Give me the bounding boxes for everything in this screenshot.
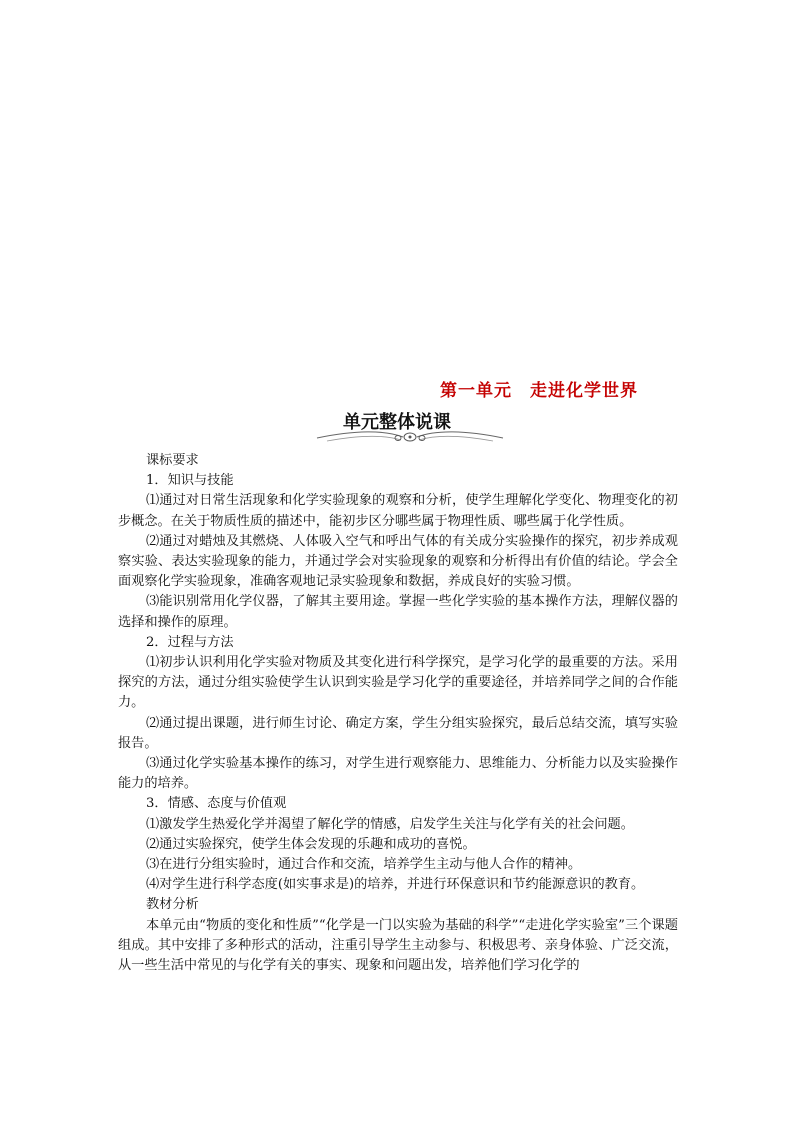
paragraph: ⑵通过提出课题，进行师生讨论、确定方案，学生分组实验探究，最后总结交流，填写实验报告。	[118, 715, 678, 751]
body-text	[118, 451, 678, 976]
paragraph: ⑷对学生进行科学态度(如实事求是)的培养，并进行环保意识和节约能源意识的教育。	[146, 877, 645, 893]
subheading-process-methods: 2．过程与方法	[146, 634, 234, 650]
paragraph: ⑵通过对蜡烛及其燃烧、人体吸入空气和呼出气体的有关成分实验操作的探究，初步养成观察实验、表达实验现象的能力，并通过学会对实验现象的观察和分析得出有价值的结论。学会全面观察化学实验现象，准确客观地记录实验现象和数据，养成良好的实验习惯。	[118, 533, 678, 590]
paragraph: ⑴初步认识利用化学实验对物质及其变化进行科学探究，是学习化学的最重要的方法。采用探究的方法，通过分组实验使学生认识到实验是学习化学的重要途径，并培养同学之间的合作能力。	[118, 655, 678, 711]
decorative-flourish	[315, 428, 505, 446]
paragraph: ⑶在进行分组实验时，通过合作和交流，培养学生主动与他人合作的精神。	[146, 857, 582, 873]
paragraph: ⑴激发学生热爱化学并渴望了解化学的情感，启发学生关注与化学有关的社会问题。	[146, 816, 634, 832]
heading-curriculum-requirements: 课标要求	[146, 453, 199, 468]
paragraph: ⑶通过化学实验基本操作的练习，对学生进行观察能力、思维能力、分析能力以及实验操作能力的培养。	[118, 756, 678, 792]
subheading-emotions-values: 3．情感、态度与价值观	[146, 796, 287, 812]
paragraph: ⑶能识别常用化学仪器，了解其主要用途。掌握一些化学实验的基本操作方法，理解仪器的选择和操作的原理。	[118, 594, 678, 630]
heading-textbook-analysis: 教材分析	[146, 897, 199, 913]
paragraph: ⑵通过实验探究，使学生体会发现的乐趣和成功的喜悦。	[146, 836, 476, 852]
section-title: 单元整体说课	[343, 412, 451, 433]
paragraph: ⑴通过对日常生活现象和化学实验现象的观察和分析，使学生理解化学变化、物理变化的初步概念。在关于物质性质的描述中，能初步区分哪些属于物理性质、哪些属于化学性质。	[118, 493, 678, 529]
unit-title: 第一单元 走进化学世界	[440, 381, 638, 401]
paragraph: 本单元由“物质的变化和性质”“化学是一门以实验为基础的科学”“走进化学实验室”三个课题组成。其中安排了多种形式的活动，注重引导学生主动参与、积极思考、亲身体验、广泛交流，从一些生活中常见的与化学有关的事实、现象和问题出发，培养他们学习化学的	[118, 917, 678, 974]
subheading-knowledge-skills: 1．知识与技能	[146, 473, 234, 489]
